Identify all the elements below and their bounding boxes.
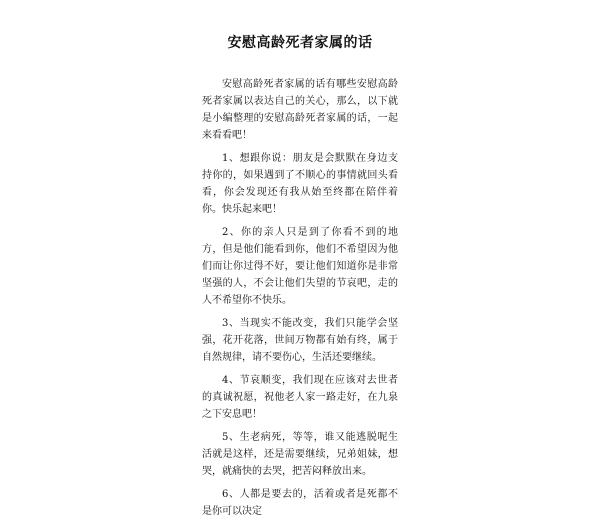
intro-paragraph: 安慰高龄死者家属的话有哪些安慰高龄死者家属以表达自己的关心，那么，以下就是小编整理的安慰高龄死者家属的话，一起来看看吧！ (202, 79, 398, 141)
list-item-2: 2、你的亲人只是到了你看不到的地方，但是他们能看到你，他们不希望因为他们而让你过得不好，要让他们知道你是非常坚强的人，不会让他们失望的节哀吧，走的人不希望你不快乐。 (202, 227, 398, 306)
document-title: 安慰高龄死者家属的话 (227, 35, 373, 51)
list-item-4: 4、节哀顺变，我们现在应该对去世者的真诚祝愿，祝他老人家一路走好，在九泉之下安息吧！ (202, 375, 398, 420)
list-item-1: 1、想跟你说：朋友是会默默在身边支持你的，如果遇到了不顺心的事情就回头看看，你会发现还有我从始至终都在陪伴着你。快乐起来吧！ (202, 153, 398, 215)
list-item-3: 3、当现实不能改变，我们只能学会坚强，花开花落，世间万物都有始有终，属于自然规律，请不要伤心，生活还要继续。 (202, 318, 398, 363)
list-item-6: 6、人都是要去的，活着或者是死都不是你可以决定 (202, 489, 398, 517)
document-body (202, 76, 398, 517)
list-item-5: 5、生老病死，等等，谁又能逃脱呢生活就是这样，还是需要继续，兄弟姐妹，想哭，就痛快的去哭，把苦闷释放出来。 (202, 432, 398, 477)
